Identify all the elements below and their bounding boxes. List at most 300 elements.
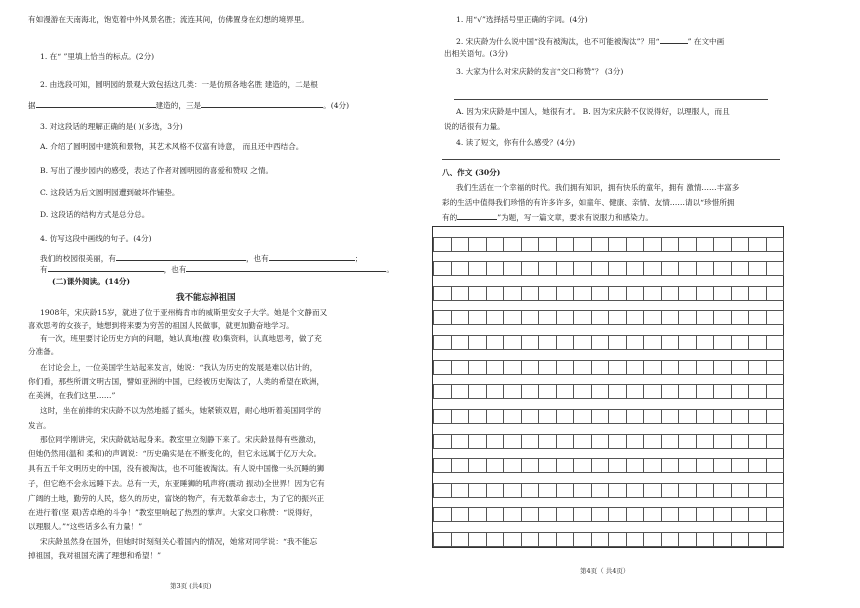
grid-cell[interactable] [608, 458, 627, 473]
grid-cell[interactable] [661, 310, 680, 325]
grid-cell[interactable] [538, 237, 557, 252]
grid-cell[interactable] [433, 360, 452, 375]
grid-cell[interactable] [538, 261, 557, 276]
grid-cell[interactable] [433, 409, 452, 424]
intro-text: 有如漫游在天南海北，饱览着中外风景名胜；流连其间，仿佛置身在幻想的境界里。 [28, 15, 309, 24]
grid-cell[interactable] [486, 458, 505, 473]
grid-cell[interactable] [503, 507, 522, 522]
question-r3-options-cont: 说的话很有力量。 [444, 122, 505, 131]
grid-cell[interactable] [591, 483, 610, 498]
grid-cell[interactable] [608, 335, 627, 350]
grid-cell[interactable] [503, 458, 522, 473]
grid-cell[interactable] [713, 458, 732, 473]
grid-cell[interactable] [731, 237, 750, 252]
grid-cell[interactable] [748, 335, 767, 350]
grid-cell[interactable] [713, 335, 732, 350]
grid-cell[interactable] [556, 261, 575, 276]
grid-cell[interactable] [486, 310, 505, 325]
grid-cell[interactable] [626, 310, 645, 325]
section-heading-2: (二)课外阅读。(14分) [52, 277, 131, 286]
grid-cell[interactable] [433, 507, 452, 522]
grid-cell[interactable] [766, 335, 785, 350]
grid-cell[interactable] [468, 409, 487, 424]
grid-cell[interactable] [451, 335, 470, 350]
grid-cell[interactable] [573, 360, 592, 375]
grid-cell[interactable] [521, 507, 540, 522]
story-line: 分准备。 [28, 347, 59, 356]
grid-cell[interactable] [713, 360, 732, 375]
grid-cell[interactable] [486, 237, 505, 252]
grid-cell[interactable] [521, 360, 540, 375]
grid-cell[interactable] [468, 434, 487, 449]
grid-cell[interactable] [451, 286, 470, 301]
grid-cell[interactable] [468, 286, 487, 301]
grid-cell[interactable] [766, 434, 785, 449]
grid-cell[interactable] [643, 409, 662, 424]
grid-cell[interactable] [661, 507, 680, 522]
grid-cell[interactable] [451, 532, 470, 547]
grid-cell[interactable] [678, 458, 697, 473]
grid-cell[interactable] [713, 409, 732, 424]
grid-cell[interactable] [556, 286, 575, 301]
grid-cell[interactable] [643, 434, 662, 449]
grid-cell[interactable] [626, 360, 645, 375]
grid-cell[interactable] [696, 286, 715, 301]
question-3: 3. 对这段话的理解正确的是( )(多选，3分) [40, 122, 183, 131]
grid-cell[interactable] [766, 310, 785, 325]
grid-cell[interactable] [556, 532, 575, 547]
grid-cell[interactable] [626, 483, 645, 498]
grid-cell[interactable] [486, 507, 505, 522]
grid-cell[interactable] [486, 261, 505, 276]
grid-cell[interactable] [766, 261, 785, 276]
grid-cell[interactable] [608, 507, 627, 522]
grid-cell[interactable] [468, 507, 487, 522]
grid-cell[interactable] [748, 507, 767, 522]
grid-cell[interactable] [731, 409, 750, 424]
grid-cell[interactable] [731, 434, 750, 449]
grid-cell[interactable] [468, 261, 487, 276]
grid-cell[interactable] [521, 286, 540, 301]
grid-cell[interactable] [661, 483, 680, 498]
grid-cell[interactable] [556, 310, 575, 325]
option-b: B. 写出了漫步园内的感受，表达了作者对圆明园的喜爱和赞叹 之情。 [40, 166, 274, 175]
grid-cell[interactable] [678, 261, 697, 276]
grid-cell[interactable] [503, 532, 522, 547]
grid-cell[interactable] [468, 335, 487, 350]
grid-cell[interactable] [748, 483, 767, 498]
grid-cell[interactable] [486, 434, 505, 449]
grid-cell[interactable] [661, 532, 680, 547]
grid-cell[interactable] [433, 384, 452, 399]
grid-cell[interactable] [748, 458, 767, 473]
grid-cell[interactable] [538, 532, 557, 547]
story-title: 我不能忘掉祖国 [176, 293, 236, 303]
grid-cell[interactable] [748, 360, 767, 375]
grid-cell[interactable] [713, 507, 732, 522]
grid-cell[interactable] [626, 532, 645, 547]
story-line: 子，但它绝不会永远睡下去。总有一天，东亚睡狮的吼声将(震动 振动)全世界！因为它有 [28, 479, 325, 488]
grid-cell[interactable] [713, 483, 732, 498]
grid-cell[interactable] [486, 335, 505, 350]
story-line: 喜欢思考的女孩子，她想到将来要为穷苦的祖国人民做事，就更加勤奋地学习。 [28, 321, 294, 330]
grid-cell[interactable] [591, 409, 610, 424]
grid-cell[interactable] [451, 237, 470, 252]
grid-cell[interactable] [538, 507, 557, 522]
grid-cell[interactable] [696, 507, 715, 522]
question-2-line1: 2. 由选段可知，圆明园的景观大致包括这几类：一是仿照各地名胜 建造的，二是根 [40, 80, 318, 89]
grid-cell[interactable] [643, 532, 662, 547]
grid-cell[interactable] [503, 409, 522, 424]
grid-cell[interactable] [521, 483, 540, 498]
grid-cell[interactable] [608, 261, 627, 276]
grid-cell[interactable] [556, 434, 575, 449]
grid-cell[interactable] [661, 286, 680, 301]
grid-cell[interactable] [661, 360, 680, 375]
grid-cell[interactable] [556, 458, 575, 473]
grid-cell[interactable] [678, 360, 697, 375]
grid-cell[interactable] [573, 237, 592, 252]
grid-cell[interactable] [696, 532, 715, 547]
answer-line[interactable] [442, 159, 780, 160]
grid-cell[interactable] [521, 532, 540, 547]
grid-cell[interactable] [503, 360, 522, 375]
grid-cell[interactable] [521, 237, 540, 252]
grid-cell[interactable] [573, 286, 592, 301]
grid-cell[interactable] [486, 532, 505, 547]
grid-cell[interactable] [713, 384, 732, 399]
grid-cell[interactable] [766, 384, 785, 399]
grid-cell[interactable] [643, 507, 662, 522]
grid-cell[interactable] [731, 261, 750, 276]
grid-cell[interactable] [766, 409, 785, 424]
grid-cell[interactable] [696, 384, 715, 399]
grid-cell[interactable] [748, 261, 767, 276]
question-r2-cont: 出相关语句。(3分) [444, 49, 508, 58]
grid-cell[interactable] [573, 507, 592, 522]
grid-cell[interactable] [556, 507, 575, 522]
grid-cell[interactable] [696, 409, 715, 424]
grid-cell[interactable] [731, 507, 750, 522]
grid-cell[interactable] [678, 507, 697, 522]
grid-cell[interactable] [468, 310, 487, 325]
grid-cell[interactable] [468, 458, 487, 473]
grid-cell[interactable] [591, 384, 610, 399]
grid-cell[interactable] [661, 237, 680, 252]
grid-cell[interactable] [556, 360, 575, 375]
story-line: 发言。 [28, 421, 51, 430]
story-line: 有一次，班里要讨论历史方向的问题，她认真地(搜 收)集资料，认真地思考，做了充 [40, 334, 322, 343]
grid-cell[interactable] [451, 261, 470, 276]
grid-cell[interactable] [626, 335, 645, 350]
grid-cell[interactable] [591, 507, 610, 522]
grid-cell[interactable] [573, 532, 592, 547]
grid-cell[interactable] [766, 483, 785, 498]
grid-cell[interactable] [591, 458, 610, 473]
grid-cell[interactable] [503, 384, 522, 399]
grid-cell[interactable] [731, 483, 750, 498]
grid-cell[interactable] [678, 434, 697, 449]
grid-cell[interactable] [696, 483, 715, 498]
grid-cell[interactable] [643, 237, 662, 252]
grid-cell[interactable] [696, 237, 715, 252]
grid-cell[interactable] [713, 286, 732, 301]
grid-cell[interactable] [503, 286, 522, 301]
grid-cell[interactable] [573, 409, 592, 424]
grid-cell[interactable] [696, 335, 715, 350]
grid-cell[interactable] [731, 310, 750, 325]
composition-grid[interactable] [432, 226, 784, 548]
grid-cell[interactable] [451, 409, 470, 424]
grid-cell[interactable] [713, 310, 732, 325]
grid-cell[interactable] [661, 409, 680, 424]
grid-cell[interactable] [433, 532, 452, 547]
grid-cell[interactable] [538, 335, 557, 350]
grid-cell[interactable] [678, 483, 697, 498]
grid-cell[interactable] [731, 384, 750, 399]
grid-cell[interactable] [591, 237, 610, 252]
grid-cell[interactable] [503, 434, 522, 449]
grid-cell[interactable] [521, 458, 540, 473]
grid-cell[interactable] [748, 384, 767, 399]
grid-cell[interactable] [678, 532, 697, 547]
story-line: 具有五千年文明历史的中国，没有被淘汰，也不可能被淘汰。有人说中国像一头沉睡的狮 [28, 464, 325, 473]
grid-cell[interactable] [661, 384, 680, 399]
page-3 [0, 0, 420, 608]
story-line: 在美洲，在我们这里……” [28, 391, 116, 400]
grid-cell[interactable] [661, 261, 680, 276]
grid-cell[interactable] [433, 335, 452, 350]
grid-cell[interactable] [591, 434, 610, 449]
question-r3: 3. 大家为什么对宋庆龄的发言“交口称赞”？ (3分) [456, 67, 624, 76]
grid-cell[interactable] [643, 286, 662, 301]
grid-cell[interactable] [748, 409, 767, 424]
grid-cell[interactable] [608, 286, 627, 301]
grid-cell[interactable] [433, 261, 452, 276]
grid-cell[interactable] [433, 237, 452, 252]
grid-cell[interactable] [538, 434, 557, 449]
grid-cell[interactable] [661, 434, 680, 449]
grid-cell[interactable] [451, 507, 470, 522]
grid-cell[interactable] [731, 458, 750, 473]
grid-cell[interactable] [626, 507, 645, 522]
grid-cell[interactable] [766, 286, 785, 301]
grid-cell[interactable] [538, 409, 557, 424]
grid-cell[interactable] [538, 286, 557, 301]
grid-cell[interactable] [451, 458, 470, 473]
grid-cell[interactable] [608, 532, 627, 547]
title-blank[interactable] [457, 211, 497, 220]
grid-cell[interactable] [643, 458, 662, 473]
grid-cell[interactable] [696, 310, 715, 325]
grid-cell[interactable] [451, 434, 470, 449]
answer-blank[interactable] [201, 99, 323, 108]
section-heading-8: 八、作文 (30分) [442, 168, 501, 177]
grid-cell[interactable] [608, 434, 627, 449]
grid-cell[interactable] [468, 237, 487, 252]
grid-cell[interactable] [696, 261, 715, 276]
grid-cell[interactable] [433, 458, 452, 473]
grid-cell[interactable] [433, 483, 452, 498]
grid-cell[interactable] [503, 335, 522, 350]
grid-cell[interactable] [748, 434, 767, 449]
grid-cell[interactable] [521, 261, 540, 276]
grid-cell[interactable] [451, 360, 470, 375]
grid-cell[interactable] [766, 532, 785, 547]
grid-cell[interactable] [521, 409, 540, 424]
grid-cell[interactable] [591, 286, 610, 301]
grid-cell[interactable] [678, 237, 697, 252]
grid-cell[interactable] [433, 286, 452, 301]
grid-cell[interactable] [766, 237, 785, 252]
grid-cell[interactable] [503, 310, 522, 325]
answer-blank[interactable] [116, 252, 246, 261]
grid-cell[interactable] [678, 335, 697, 350]
grid-cell[interactable] [538, 483, 557, 498]
story-line: 那位同学刚讲完，宋庆龄就站起身来。教室里立刻静下来了。宋庆龄显得有些激动， [40, 435, 321, 444]
grid-cell[interactable] [713, 434, 732, 449]
grid-cell[interactable] [591, 360, 610, 375]
grid-cell[interactable] [626, 409, 645, 424]
grid-cell[interactable] [626, 458, 645, 473]
grid-cell[interactable] [696, 434, 715, 449]
story-line: 这时，坐在前排的宋庆龄不以为然地摇了摇头，她紧锁双眉，耐心地听着美国同学的 [40, 406, 321, 415]
answer-blank[interactable] [660, 35, 688, 44]
grid-cell[interactable] [556, 384, 575, 399]
grid-cell[interactable] [468, 483, 487, 498]
grid-cell[interactable] [713, 261, 732, 276]
grid-cell[interactable] [573, 483, 592, 498]
grid-cell[interactable] [503, 261, 522, 276]
grid-cell[interactable] [556, 335, 575, 350]
grid-cell[interactable] [643, 261, 662, 276]
grid-cell[interactable] [451, 310, 470, 325]
grid-cell[interactable] [626, 237, 645, 252]
grid-cell[interactable] [643, 384, 662, 399]
story-line: 宋庆龄虽然身在国外，但她时时刻刻关心着国内的情况，她常对同学说：“我不能忘 [40, 537, 318, 546]
grid-cell[interactable] [486, 409, 505, 424]
grid-cell[interactable] [503, 483, 522, 498]
grid-cell[interactable] [713, 532, 732, 547]
grid-cell[interactable] [451, 483, 470, 498]
grid-cell[interactable] [678, 409, 697, 424]
grid-cell[interactable] [486, 360, 505, 375]
answer-blank[interactable] [186, 263, 386, 272]
grid-cell[interactable] [468, 384, 487, 399]
grid-cell[interactable] [678, 286, 697, 301]
grid-cell[interactable] [486, 483, 505, 498]
grid-cell[interactable] [643, 360, 662, 375]
grid-cell[interactable] [521, 434, 540, 449]
grid-cell[interactable] [731, 286, 750, 301]
option-c: C. 这段话为后文圆明园遭到破坏作铺垫。 [40, 188, 180, 197]
grid-cell[interactable] [661, 458, 680, 473]
grid-cell[interactable] [451, 384, 470, 399]
grid-cell[interactable] [696, 360, 715, 375]
grid-cell[interactable] [643, 483, 662, 498]
grid-cell[interactable] [608, 310, 627, 325]
grid-cell[interactable] [556, 409, 575, 424]
grid-cell[interactable] [591, 532, 610, 547]
grid-cell[interactable] [486, 286, 505, 301]
grid-cell[interactable] [538, 310, 557, 325]
grid-cell[interactable] [766, 458, 785, 473]
grid-cell[interactable] [696, 458, 715, 473]
grid-cell[interactable] [503, 237, 522, 252]
grid-cell[interactable] [573, 310, 592, 325]
grid-cell[interactable] [678, 384, 697, 399]
grid-cell[interactable] [591, 261, 610, 276]
grid-cell[interactable] [626, 384, 645, 399]
grid-cell[interactable] [748, 310, 767, 325]
grid-cell[interactable] [731, 532, 750, 547]
grid-cell[interactable] [538, 384, 557, 399]
grid-cell[interactable] [573, 434, 592, 449]
grid-cell[interactable] [678, 310, 697, 325]
grid-cell[interactable] [468, 360, 487, 375]
grid-cell[interactable] [433, 310, 452, 325]
grid-cell[interactable] [608, 409, 627, 424]
story-line: 1908年，宋庆龄15岁，就进了位于亚州梅肯市的威斯里安女子大学。她是个文静而又 [40, 308, 328, 317]
grid-cell[interactable] [433, 434, 452, 449]
grid-cell[interactable] [748, 237, 767, 252]
grid-cell[interactable] [643, 310, 662, 325]
answer-line[interactable] [454, 99, 768, 100]
grid-cell[interactable] [521, 310, 540, 325]
grid-cell[interactable] [468, 532, 487, 547]
grid-cell[interactable] [731, 360, 750, 375]
grid-cell[interactable] [521, 335, 540, 350]
grid-cell[interactable] [538, 360, 557, 375]
answer-blank[interactable] [36, 99, 156, 108]
grid-cell[interactable] [486, 384, 505, 399]
grid-cell[interactable] [573, 261, 592, 276]
page-footer: 第3页 (共4页) [170, 582, 212, 590]
grid-cell[interactable] [573, 335, 592, 350]
grid-cell[interactable] [608, 237, 627, 252]
question-4: 4. 仿写这段中画线的句子。(4分) [40, 234, 152, 243]
grid-cell[interactable] [521, 384, 540, 399]
grid-cell[interactable] [591, 310, 610, 325]
grid-cell[interactable] [573, 384, 592, 399]
grid-cell[interactable] [608, 360, 627, 375]
answer-blank[interactable] [269, 252, 355, 261]
grid-cell[interactable] [626, 286, 645, 301]
grid-cell[interactable] [573, 458, 592, 473]
grid-cell[interactable] [713, 237, 732, 252]
grid-cell[interactable] [626, 261, 645, 276]
grid-cell[interactable] [608, 483, 627, 498]
grid-cell[interactable] [608, 384, 627, 399]
grid-cell[interactable] [766, 360, 785, 375]
page-footer: 第4页（ 共4页） [580, 567, 630, 575]
answer-blank[interactable] [48, 263, 164, 272]
grid-cell[interactable] [766, 507, 785, 522]
grid-cell[interactable] [626, 434, 645, 449]
story-line: 在进行着(坚 艰)苦卓绝的斗争！”教室里响起了热烈的掌声。大家交口称赞：“说得好， [28, 508, 318, 517]
grid-cell[interactable] [731, 335, 750, 350]
story-line: 以理服人。”“这些话多么有力量！” [28, 522, 143, 531]
grid-cell[interactable] [661, 335, 680, 350]
grid-cell[interactable] [556, 237, 575, 252]
imitation-line-1: 我们的校园很美丽，有 ，也有 ； [40, 254, 363, 263]
grid-cell[interactable] [538, 458, 557, 473]
grid-cell[interactable] [643, 335, 662, 350]
grid-cell[interactable] [556, 483, 575, 498]
grid-cell[interactable] [591, 335, 610, 350]
grid-cell[interactable] [748, 532, 767, 547]
grid-cell[interactable] [748, 286, 767, 301]
